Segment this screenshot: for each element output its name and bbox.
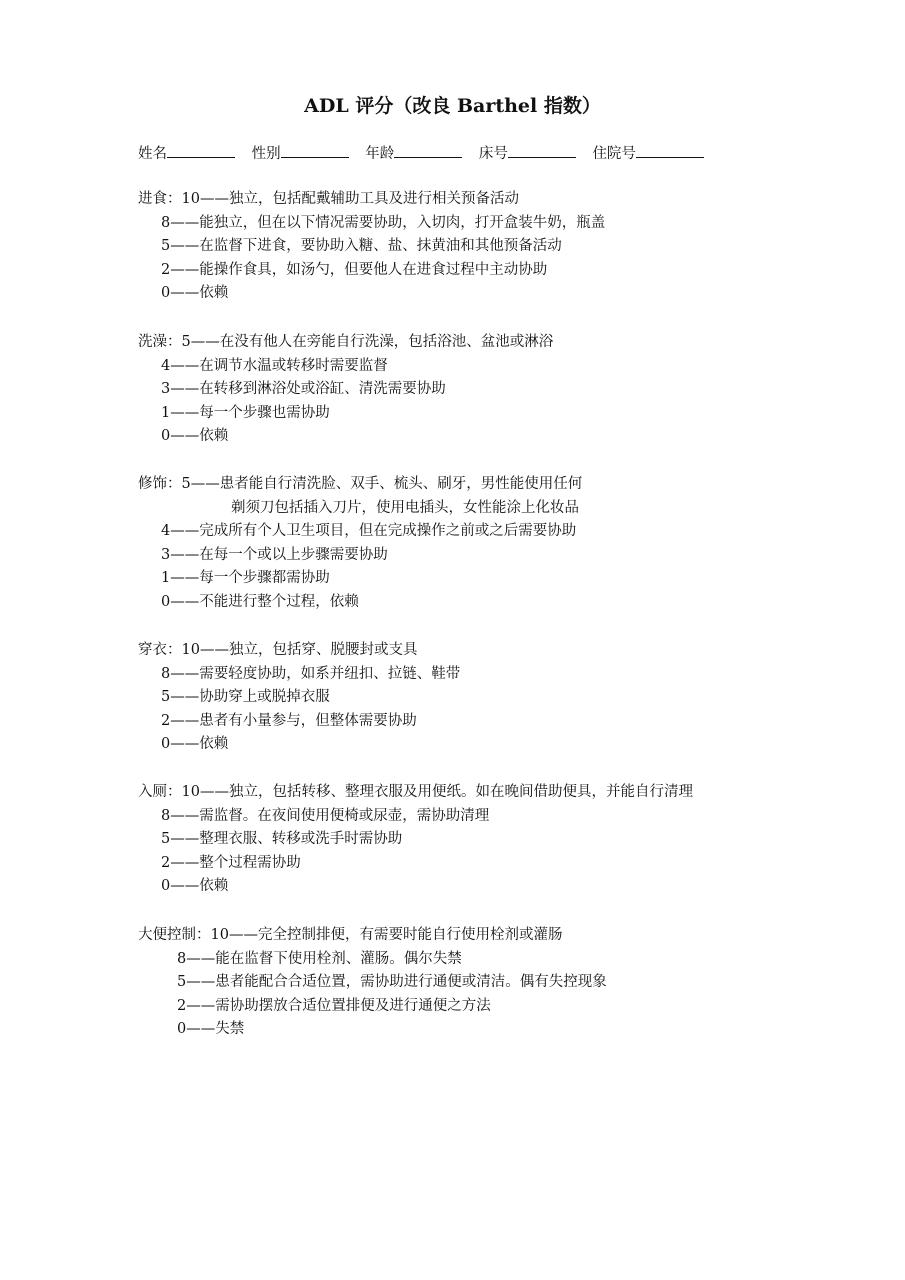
bowel-control-header: 大便控制：10——完全控制排便，有需要时能自行使用栓剂或灌肠 xyxy=(138,927,563,943)
admission-number-blank[interactable] xyxy=(636,143,704,158)
age-field[interactable] xyxy=(365,142,462,166)
feeding-item: 2——能操作食具，如汤勺，但要他人在进食过程中主动协助 xyxy=(161,261,548,278)
bowel-control-section xyxy=(138,924,607,1042)
grooming-item: 3——在每一个或以上步骤需要协助 xyxy=(161,546,388,563)
toileting-item: 2——整个过程需协助 xyxy=(161,854,301,871)
page-title: ADL 评分（改良 Barthel 指数） xyxy=(304,95,601,117)
grooming-section xyxy=(138,473,582,614)
toileting-item: 5——整理衣服、转移或洗手时需协助 xyxy=(161,831,403,847)
name-field[interactable] xyxy=(138,142,235,166)
admission-number-field[interactable] xyxy=(592,142,704,166)
feeding-section xyxy=(138,188,605,306)
feeding-item: 8——能独立，但在以下情况需要协助，入切肉，打开盒装牛奶，瓶盖 xyxy=(161,214,606,231)
grooming-item: 1——每一个步骤都需协助 xyxy=(161,570,330,586)
gender-label: 性别 xyxy=(251,146,281,162)
dressing-item: 2——患者有小量参与，但整体需要协助 xyxy=(161,712,417,729)
dressing-section xyxy=(138,639,460,757)
feeding-item: 5——在监督下进食，要协助入糖、盐、抹黄油和其他预备活动 xyxy=(161,238,562,254)
toileting-section xyxy=(138,781,693,899)
bowel-control-item: 8——能在监督下使用栓剂、灌肠。偶尔失禁 xyxy=(177,950,462,967)
bowel-control-item: 0——失禁 xyxy=(177,1021,245,1037)
name-blank[interactable] xyxy=(167,143,235,158)
feeding-item: 0——依赖 xyxy=(161,285,229,301)
grooming-header-continuation: 剃须刀包括插入刀片，使用电插头，女性能涂上化妆品 xyxy=(231,499,579,516)
bed-number-label: 床号 xyxy=(478,146,508,162)
toileting-item: 0——依赖 xyxy=(161,878,229,894)
bathing-item: 1——每一个步骤也需协助 xyxy=(161,404,330,421)
dressing-item: 0——依赖 xyxy=(161,736,229,752)
bed-number-field[interactable] xyxy=(479,142,576,166)
feeding-header: 进食：10——独立，包括配戴辅助工具及进行相关预备活动 xyxy=(138,191,519,207)
bathing-item: 4——在调节水温或转移时需要监督 xyxy=(161,357,388,374)
age-label: 年龄 xyxy=(365,146,395,162)
gender-field[interactable] xyxy=(252,142,349,166)
admission-number-label: 住院号 xyxy=(592,146,636,162)
bowel-control-item: 5——患者能配合合适位置，需协助进行通便或清洁。偶有失控现象 xyxy=(177,974,607,990)
age-blank[interactable] xyxy=(394,143,462,158)
dressing-item: 5——协助穿上或脱掉衣服 xyxy=(161,689,330,705)
bathing-header: 洗澡：5——在没有他人在旁能自行洗澡，包括浴池、盆池或淋浴 xyxy=(138,334,554,350)
toileting-header: 入厕：10——独立，包括转移、整理衣服及用便纸。如在晚间借助便具，并能自行清理 xyxy=(138,784,693,800)
patient-info-row xyxy=(138,142,716,166)
bed-number-blank[interactable] xyxy=(508,143,576,158)
dressing-item: 8——需要轻度协助，如系并纽扣、拉链、鞋带 xyxy=(161,665,461,682)
bowel-control-item: 2——需协助摆放合适位置排便及进行通便之方法 xyxy=(177,997,491,1014)
grooming-item: 0——不能进行整个过程，依赖 xyxy=(161,593,359,610)
bathing-item: 3——在转移到淋浴处或浴缸、清洗需要协助 xyxy=(161,381,446,397)
dressing-header: 穿衣：10——独立，包括穿、脱腰封或支具 xyxy=(138,642,418,658)
grooming-item: 4——完成所有个人卫生项目，但在完成操作之前或之后需要协助 xyxy=(161,523,577,539)
bathing-item: 0——依赖 xyxy=(161,428,229,444)
toileting-item: 8——需监督。在夜间使用便椅或尿壶，需协助清理 xyxy=(161,807,490,824)
grooming-header: 修饰：5——患者能自行清洗脸、双手、梳头、刷牙，男性能使用任何 xyxy=(138,476,583,492)
name-label: 姓名 xyxy=(138,146,167,162)
bathing-section xyxy=(138,331,553,449)
gender-blank[interactable] xyxy=(281,143,349,158)
